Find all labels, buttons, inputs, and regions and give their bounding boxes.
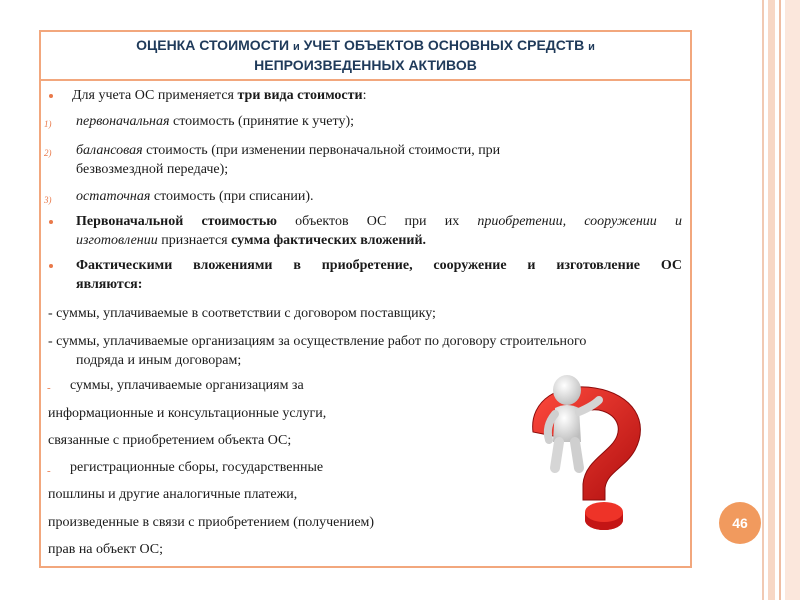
list-item: подряда и иным договорам; bbox=[76, 353, 242, 368]
dash-marker: - bbox=[47, 465, 51, 477]
bullet-text bbox=[76, 231, 426, 250]
numbered-item bbox=[76, 187, 314, 206]
bold-text: являются: bbox=[76, 277, 143, 292]
list-number: 1) bbox=[44, 119, 52, 129]
numbered-rest: стоимость (при изменении первоначальной стоимости, при bbox=[142, 143, 501, 158]
bullet-dot bbox=[49, 264, 53, 268]
numbered-em: первоначальная bbox=[76, 114, 170, 129]
decor-stripe bbox=[762, 0, 764, 600]
title-part: и bbox=[588, 40, 595, 53]
text-span: объектов ОС при их bbox=[276, 214, 478, 229]
numbered-rest: стоимость (принятие к учету); bbox=[169, 114, 354, 129]
list-item: суммы, уплачиваемые организациям за bbox=[70, 378, 304, 393]
list-item: пошлины и другие аналогичные платежи, bbox=[48, 487, 298, 502]
question-mark-figure-illustration bbox=[515, 360, 665, 540]
title-part: УЧЕТ ОБЪЕКТОВ ОСНОВНЫХ СРЕДСТВ bbox=[303, 36, 585, 53]
decor-stripe bbox=[779, 0, 781, 600]
list-number: 2) bbox=[44, 148, 52, 158]
list-item: - суммы, уплачиваемые организациям за осуществление работ по договору строительного bbox=[48, 334, 587, 349]
text-span: признается bbox=[157, 233, 232, 248]
bullet-dot bbox=[49, 220, 53, 224]
numbered-item bbox=[76, 141, 500, 160]
bullet-dot bbox=[49, 94, 53, 98]
slide-title bbox=[39, 30, 692, 81]
bold-term: сумма фактических вложений. bbox=[231, 233, 427, 248]
bullet-text bbox=[76, 212, 682, 231]
list-item: связанные с приобретением объекта ОС; bbox=[48, 433, 292, 448]
list-item: произведенные в связи с приобретением (получением) bbox=[48, 515, 375, 530]
list-item: регистрационные сборы, государственные bbox=[70, 460, 324, 475]
title-part: и bbox=[292, 40, 300, 53]
numbered-em: остаточная bbox=[76, 189, 151, 204]
list-number: 3) bbox=[44, 195, 52, 205]
title-part: ОЦЕНКА СТОИМОСТИ bbox=[136, 36, 290, 53]
intro-text: Для учета ОС применяется bbox=[72, 88, 238, 103]
numbered-rest: стоимость (при списании). bbox=[150, 189, 314, 204]
bullet-text bbox=[76, 275, 142, 294]
intro-line bbox=[72, 86, 366, 105]
bold-text: Фактическими вложениями в приобретение, сооружение и изготовление ОС bbox=[76, 258, 682, 273]
decor-stripe bbox=[785, 0, 800, 600]
list-item: прав на объект ОС; bbox=[48, 542, 163, 557]
list-item: информационные и консультационные услуги, bbox=[48, 406, 327, 421]
numbered-item-cont: безвозмездной передаче); bbox=[76, 162, 229, 177]
decor-stripe bbox=[768, 0, 775, 600]
bold-term: Первоначальной стоимостью bbox=[76, 214, 277, 229]
numbered-item bbox=[76, 112, 354, 131]
title-line2: НЕПРОИЗВЕДЕННЫХ АКТИВОВ bbox=[254, 56, 477, 73]
page-number-badge: 46 bbox=[719, 502, 761, 544]
intro-colon: : bbox=[362, 88, 367, 103]
dash-marker: - bbox=[47, 382, 51, 394]
italic-term: изготовлении bbox=[76, 233, 158, 248]
numbered-em: балансовая bbox=[76, 143, 143, 158]
list-item: - суммы, уплачиваемые в соответствии с договором поставщику; bbox=[48, 306, 436, 321]
intro-bold: три вида стоимости bbox=[237, 88, 363, 103]
italic-term: приобретении, сооружении и bbox=[477, 214, 682, 229]
bullet-text bbox=[76, 256, 682, 275]
